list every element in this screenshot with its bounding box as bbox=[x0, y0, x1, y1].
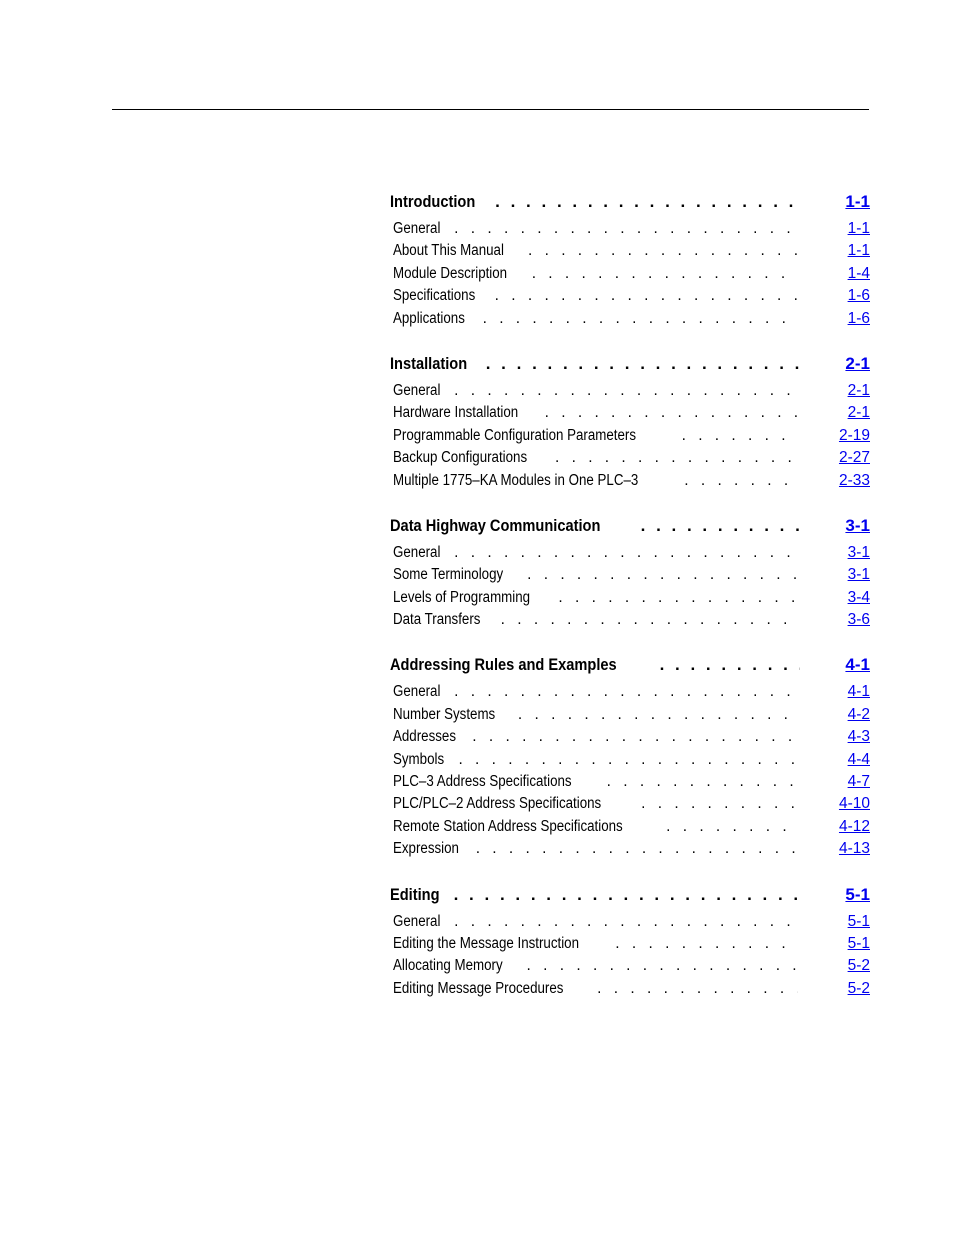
toc-chapter-row[interactable] bbox=[390, 189, 870, 215]
toc-entry-row[interactable] bbox=[390, 263, 870, 285]
toc-entry-title: General bbox=[393, 543, 441, 561]
toc-entry-page-link[interactable]: 3-4 bbox=[847, 588, 870, 606]
toc-entry-page-link[interactable]: 4-7 bbox=[847, 773, 870, 791]
toc-entry-page-link[interactable]: 3-1 bbox=[847, 543, 870, 561]
dot-leader bbox=[684, 470, 798, 492]
dot-leader bbox=[597, 978, 798, 1000]
toc-entry-title: Symbols bbox=[393, 750, 445, 768]
dot-leader bbox=[641, 793, 798, 815]
toc-chapter-page-link[interactable]: 1-1 bbox=[845, 192, 870, 211]
toc-entry-row[interactable] bbox=[390, 911, 870, 933]
toc-entry-page-link[interactable]: 2-33 bbox=[838, 471, 870, 489]
dot-leader bbox=[558, 587, 798, 609]
toc-entry-title: PLC/PLC–2 Address Specifications bbox=[393, 795, 602, 813]
dot-leader bbox=[615, 933, 798, 955]
dot-leader bbox=[476, 838, 798, 860]
dot-leader bbox=[454, 218, 798, 240]
dot-leader bbox=[666, 816, 798, 838]
toc-section bbox=[390, 652, 870, 860]
toc-entry-title: General bbox=[393, 220, 441, 237]
toc-entry-row[interactable] bbox=[390, 609, 870, 631]
toc-entry-page-link[interactable]: 4-4 bbox=[847, 750, 870, 768]
toc-entry-row[interactable] bbox=[390, 726, 870, 748]
toc-entry-title: General bbox=[393, 912, 441, 930]
dot-leader bbox=[458, 749, 798, 771]
toc-entry-row[interactable] bbox=[390, 771, 870, 793]
dot-leader bbox=[660, 652, 800, 678]
toc-entry-row[interactable] bbox=[390, 793, 870, 815]
toc-entry-row[interactable] bbox=[390, 542, 870, 564]
toc-chapter-page-link[interactable]: 3-1 bbox=[845, 515, 870, 535]
toc-entry-row[interactable] bbox=[390, 704, 870, 726]
toc-entry-page-link[interactable]: 5-2 bbox=[847, 957, 870, 975]
dot-leader bbox=[495, 285, 798, 307]
dot-leader bbox=[486, 351, 800, 377]
toc-entry-title: Applications bbox=[393, 309, 465, 327]
toc-section bbox=[390, 513, 870, 632]
table-of-contents bbox=[390, 189, 870, 1021]
dot-leader bbox=[527, 564, 798, 586]
dot-leader bbox=[483, 308, 798, 330]
dot-leader bbox=[454, 380, 798, 402]
toc-entry-row[interactable] bbox=[390, 816, 870, 838]
toc-entry-row[interactable] bbox=[390, 218, 870, 240]
toc-entry-page-link[interactable]: 1-4 bbox=[847, 264, 870, 282]
toc-entry-page-link[interactable]: 5-1 bbox=[847, 934, 870, 952]
toc-entry-title: Data Transfers bbox=[393, 611, 481, 629]
toc-entry-row[interactable] bbox=[390, 564, 870, 586]
toc-entry-title: Backup Configurations bbox=[393, 449, 528, 467]
toc-entry-row[interactable] bbox=[390, 285, 870, 307]
toc-entry-page-link[interactable]: 2-19 bbox=[838, 426, 870, 444]
toc-entry-page-link[interactable]: 4-2 bbox=[847, 705, 870, 723]
toc-entry-row[interactable] bbox=[390, 838, 870, 860]
dot-leader bbox=[607, 771, 798, 793]
toc-entry-title: Addresses bbox=[393, 728, 456, 746]
toc-section bbox=[390, 882, 870, 1001]
toc-entry-title: Levels of Programming bbox=[393, 588, 531, 606]
toc-chapter-title: Addressing Rules and Examples bbox=[390, 655, 617, 675]
toc-entry-title: Editing the Message Instruction bbox=[393, 934, 579, 952]
toc-entry-title: General bbox=[393, 381, 441, 399]
toc-entry-page-link[interactable]: 1-6 bbox=[847, 287, 870, 305]
toc-chapter-row[interactable] bbox=[390, 882, 870, 908]
dot-leader bbox=[545, 402, 798, 424]
toc-entry-title: Allocating Memory bbox=[393, 957, 503, 975]
toc-entry-title: Specifications bbox=[393, 287, 476, 305]
toc-entry-page-link[interactable]: 1-6 bbox=[847, 309, 870, 327]
toc-section bbox=[390, 189, 870, 330]
toc-chapter-title: Introduction bbox=[390, 192, 476, 211]
dot-leader bbox=[454, 681, 798, 703]
toc-entry-page-link[interactable]: 1-1 bbox=[847, 242, 870, 260]
dot-leader bbox=[454, 542, 798, 564]
toc-entry-page-link[interactable]: 5-1 bbox=[847, 912, 870, 930]
toc-entry-page-link[interactable]: 5-2 bbox=[847, 979, 870, 997]
toc-entry-row[interactable] bbox=[390, 380, 870, 402]
toc-entry-row[interactable] bbox=[390, 308, 870, 330]
dot-leader bbox=[454, 911, 798, 933]
toc-chapter-page-link[interactable]: 2-1 bbox=[845, 353, 870, 373]
dot-leader bbox=[472, 726, 798, 748]
dot-leader bbox=[682, 425, 798, 447]
toc-entry-title: Module Description bbox=[393, 264, 508, 282]
toc-entry-row[interactable] bbox=[390, 587, 870, 609]
toc-entry-row[interactable] bbox=[390, 240, 870, 262]
toc-entry-page-link[interactable]: 2-1 bbox=[847, 404, 870, 422]
toc-entry-title: Multiple 1775–KA Modules in One PLC–3 bbox=[393, 471, 639, 489]
toc-entry-page-link[interactable]: 2-1 bbox=[847, 381, 870, 399]
toc-entry-row[interactable] bbox=[390, 955, 870, 977]
toc-chapter-page-link[interactable]: 4-1 bbox=[845, 655, 870, 675]
toc-entry-page-link[interactable]: 4-13 bbox=[838, 840, 870, 858]
toc-entry-page-link[interactable]: 4-1 bbox=[847, 683, 870, 701]
toc-chapter-title: Installation bbox=[390, 353, 468, 373]
dot-leader bbox=[641, 513, 800, 539]
toc-entry-title: Number Systems bbox=[393, 705, 496, 723]
toc-entry-row[interactable] bbox=[390, 402, 870, 424]
toc-entry-page-link[interactable]: 3-1 bbox=[847, 566, 870, 584]
dot-leader bbox=[527, 955, 799, 977]
toc-entry-title: About This Manual bbox=[393, 242, 504, 260]
dot-leader bbox=[501, 609, 798, 631]
toc-chapter-row[interactable] bbox=[390, 351, 870, 377]
dot-leader bbox=[555, 447, 798, 469]
toc-entry-title: PLC–3 Address Specifications bbox=[393, 773, 572, 791]
toc-section bbox=[390, 351, 870, 492]
toc-entry-row[interactable] bbox=[390, 447, 870, 469]
toc-entry-page-link[interactable]: 1-1 bbox=[847, 220, 870, 237]
toc-entry-title: Programmable Configuration Parameters bbox=[393, 426, 637, 444]
header-rule bbox=[112, 109, 869, 110]
toc-entry-row[interactable] bbox=[390, 470, 870, 492]
dot-leader bbox=[454, 882, 800, 908]
toc-entry-title: Some Terminology bbox=[393, 566, 504, 584]
toc-entry-row[interactable] bbox=[390, 681, 870, 703]
toc-entry-page-link[interactable]: 4-3 bbox=[847, 728, 870, 746]
toc-entry-row[interactable] bbox=[390, 425, 870, 447]
toc-entry-title: General bbox=[393, 683, 441, 701]
toc-entry-page-link[interactable]: 4-10 bbox=[838, 795, 870, 813]
toc-entry-row[interactable] bbox=[390, 933, 870, 955]
dot-leader bbox=[518, 704, 798, 726]
toc-entry-title: Expression bbox=[393, 840, 459, 858]
toc-entry-title: Hardware Installation bbox=[393, 404, 519, 422]
dot-leader bbox=[532, 263, 798, 285]
toc-chapter-page-link[interactable]: 5-1 bbox=[845, 884, 870, 904]
toc-entry-row[interactable] bbox=[390, 978, 870, 1000]
toc-entry-page-link[interactable]: 2-27 bbox=[838, 449, 870, 467]
toc-chapter-row[interactable] bbox=[390, 513, 870, 539]
dot-leader bbox=[495, 189, 800, 215]
toc-chapter-row[interactable] bbox=[390, 652, 870, 678]
toc-entry-page-link[interactable]: 3-6 bbox=[847, 611, 870, 629]
dot-leader bbox=[528, 240, 798, 262]
toc-entry-row[interactable] bbox=[390, 749, 870, 771]
toc-entry-title: Remote Station Address Specifications bbox=[393, 817, 623, 835]
toc-chapter-title: Data Highway Communication bbox=[390, 515, 601, 535]
toc-entry-title: Editing Message Procedures bbox=[393, 979, 564, 997]
toc-chapter-title: Editing bbox=[390, 884, 440, 904]
toc-entry-page-link[interactable]: 4-12 bbox=[838, 817, 870, 835]
